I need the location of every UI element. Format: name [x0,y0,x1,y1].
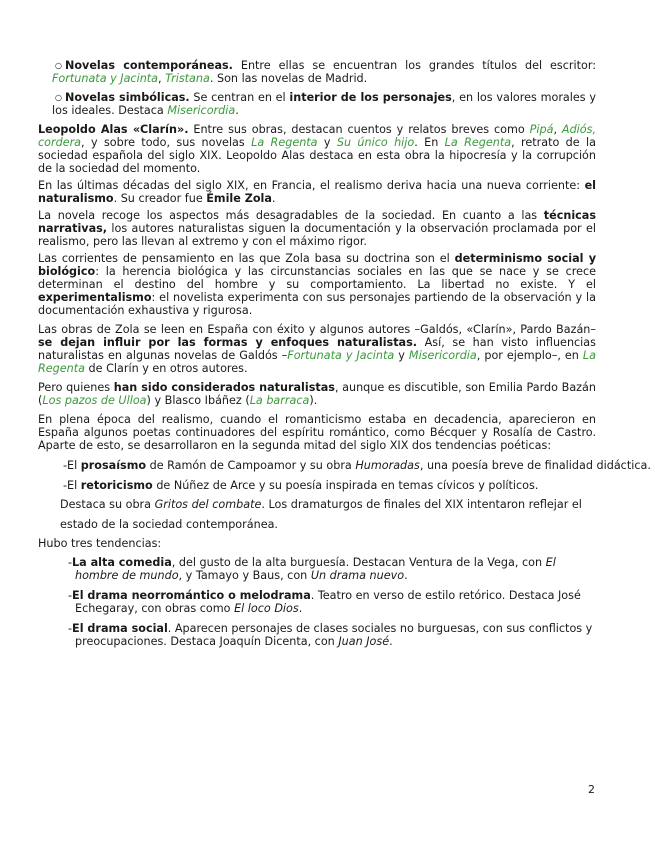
emphasis: Émile Zola [206,192,272,205]
text: ) y Blasco Ibáñez ( [146,394,250,407]
work-title: Humoradas [355,459,420,472]
document-page [38,59,651,648]
text: Así, se han visto influencias naturalistas en algunas novelas de Galdós – [38,336,596,362]
work-title: La Regenta [251,136,318,149]
work-title: Un drama nuevo [310,569,405,582]
text: La novela recoge los aspectos más desagradables de la sociedad. En cuanto a las [38,209,538,222]
dash: -El [63,479,78,492]
item-retoricismo [38,479,596,492]
text: , [158,72,162,85]
text: Entre ellas se encuentran los grandes títulos del escritor: [240,59,596,72]
text: . [389,635,393,648]
work-title: Gritos del combate [154,498,262,511]
text: , en los valores morales y los ideales. Destaca [52,91,596,117]
text: : el novelista experimenta con sus personajes partiendo de la observación y la documentación exhaustiva y rigurosa. [38,291,596,317]
dash: - [68,622,73,635]
text: Pero quienes [38,381,111,394]
paragraph-tendencias: Hubo tres tendencias: [38,537,162,550]
work-title: Adiós, cordera [38,123,597,149]
text: y [323,136,331,149]
text: . Aparecen personajes de clases sociales no burguesas, con sus conflictos y preocupaciones. Destaca Joaquín Dicenta, con [75,622,593,648]
item-drama-social [38,622,596,648]
text: , [553,123,557,136]
heading: Novelas contemporáneas. [65,59,233,72]
text: y [398,349,405,362]
emphasis: el naturalismo [38,179,596,205]
text: . Su creador fue [113,192,203,205]
text: . [271,192,276,205]
emphasis: prosaísmo [80,459,147,472]
text: . [298,602,303,615]
text: . Son las novelas de Madrid. [209,72,368,85]
text: , retrato de la sociedad española del siglo XIX. Leopoldo Alas destaca en esta obra la hipocresía y la corrupción de la sociedad del momento. [38,136,596,175]
dash: - [68,556,73,569]
item-prosaismo [38,459,655,472]
item-alta-comedia [38,556,596,582]
paragraph-tecnicas [38,209,596,248]
emphasis: La alta comedia [72,556,172,569]
paragraph-naturalismo [38,179,596,205]
emphasis: han sido considerados naturalistas [113,381,335,394]
paragraph-espana [38,323,596,375]
text: , una poesía breve de finalidad didáctica. [419,459,651,472]
work-title: Misericordia [167,104,236,117]
paragraph-poesia: En plena época del realismo, cuando el romanticismo estaba en decadencia, aparecieron en España algunos poetas continuadores del espíritu romántico, como Bécquer y Rosalía de Castro. Aparte de esto, se desarrollaron en la segunda mitad del siglo XIX dos tendencias poéticas: [38,413,596,452]
work-title: El hombre de mundo [75,556,556,582]
text: los autores naturalistas siguen la documentación y la observación proclamada por el realismo, pero las llevan al extremo y con el máximo rigor. [38,222,597,248]
work-title: El loco Dios [234,602,299,615]
paragraph-clarin [38,123,596,175]
text: . [404,569,408,582]
heading: Leopoldo Alas «Clarín». [38,123,189,136]
text: de Núñez de Arce y su poesía inspirada en temas cívicos y políticos. [156,479,539,492]
emphasis: experimentalismo [38,291,152,304]
text: , aunque es discutible, son Emilia Pardo Bazán ( [38,381,596,407]
text: En las últimas décadas del siglo XIX, en Francia, el realismo deriva hacia una nueva corriente: [38,179,581,192]
page-number: 2 [588,783,595,796]
emphasis: interior de los personajes [289,91,452,104]
work-title: Fortunata y Jacinta [287,349,395,362]
dash: - [68,589,73,602]
work-title: La Regenta [444,136,512,149]
text: Entre sus obras, destacan cuentos y relatos breves como [193,123,525,136]
text: ). [309,394,318,407]
text: : la herencia biológica y las circunstancias sociales en las que se nace y se crece determinan el destino del hombre y su comportamiento. La libertad no existe. Y el [38,265,596,291]
emphasis: determinismo social y biológico [38,252,597,278]
text: . Teatro en verso de estilo retórico. Destaca José Echegaray, con obras como [75,589,581,615]
text: de Clarín y en otros autores. [88,362,248,375]
text: . Los dramaturgos de finales del XIX intentaron reflejar el estado de la sociedad contemporánea. [60,498,582,531]
work-title: Su único hijo [336,136,415,149]
emphasis: técnicas narrativas, [38,209,596,235]
text: . En [414,136,439,149]
text: Destaca su obra [60,498,152,511]
work-title: Misericordia [408,349,477,362]
item-drama-neorromantico [38,589,596,615]
work-title: La barraca [249,394,310,407]
text: Las corrientes de pensamiento en las que Zola basa su doctrina son el [38,252,450,265]
text: , y Tamayo y Baus, con [178,569,308,582]
work-title: Pipá [529,123,554,136]
work-title: Fortunata y Jacinta [52,72,159,85]
item-novelas-simbolicas [38,91,596,117]
paragraph-considerados [38,381,596,407]
text: Las obras de Zola se leen en España con éxito y algunos autores –Galdós, «Clarín», Pardo Bazán– [38,323,596,336]
emphasis: retoricismo [80,479,153,492]
text: , por ejemplo–, en [476,349,579,362]
text: , y sobre todo, sus novelas [81,136,245,149]
heading: Novelas simbólicas. [65,91,190,104]
emphasis: El drama neorromántico o melodrama [72,589,311,602]
text: . [235,104,239,117]
work-title: Los pazos de Ulloa [42,394,147,407]
emphasis: se dejan influir por las formas y enfoques naturalistas. [38,336,417,349]
text: de Ramón de Campoamor y su obra [149,459,352,472]
circle-bullet-icon: ○ [55,61,62,70]
emphasis: El drama social [72,622,168,635]
text: , del gusto de la alta burguesía. Destacan Ventura de la Vega, con [171,556,543,569]
work-title: Tristana [165,72,210,85]
work-title: La Regenta [38,349,597,375]
paragraph-corrientes [38,252,596,317]
work-title: Juan José [338,635,390,648]
dash: -El [63,459,78,472]
paragraph-gritos [38,495,596,535]
item-novelas-contemporaneas [38,59,596,85]
circle-bullet-icon: ○ [55,93,62,102]
text: Se centran en el [193,91,286,104]
